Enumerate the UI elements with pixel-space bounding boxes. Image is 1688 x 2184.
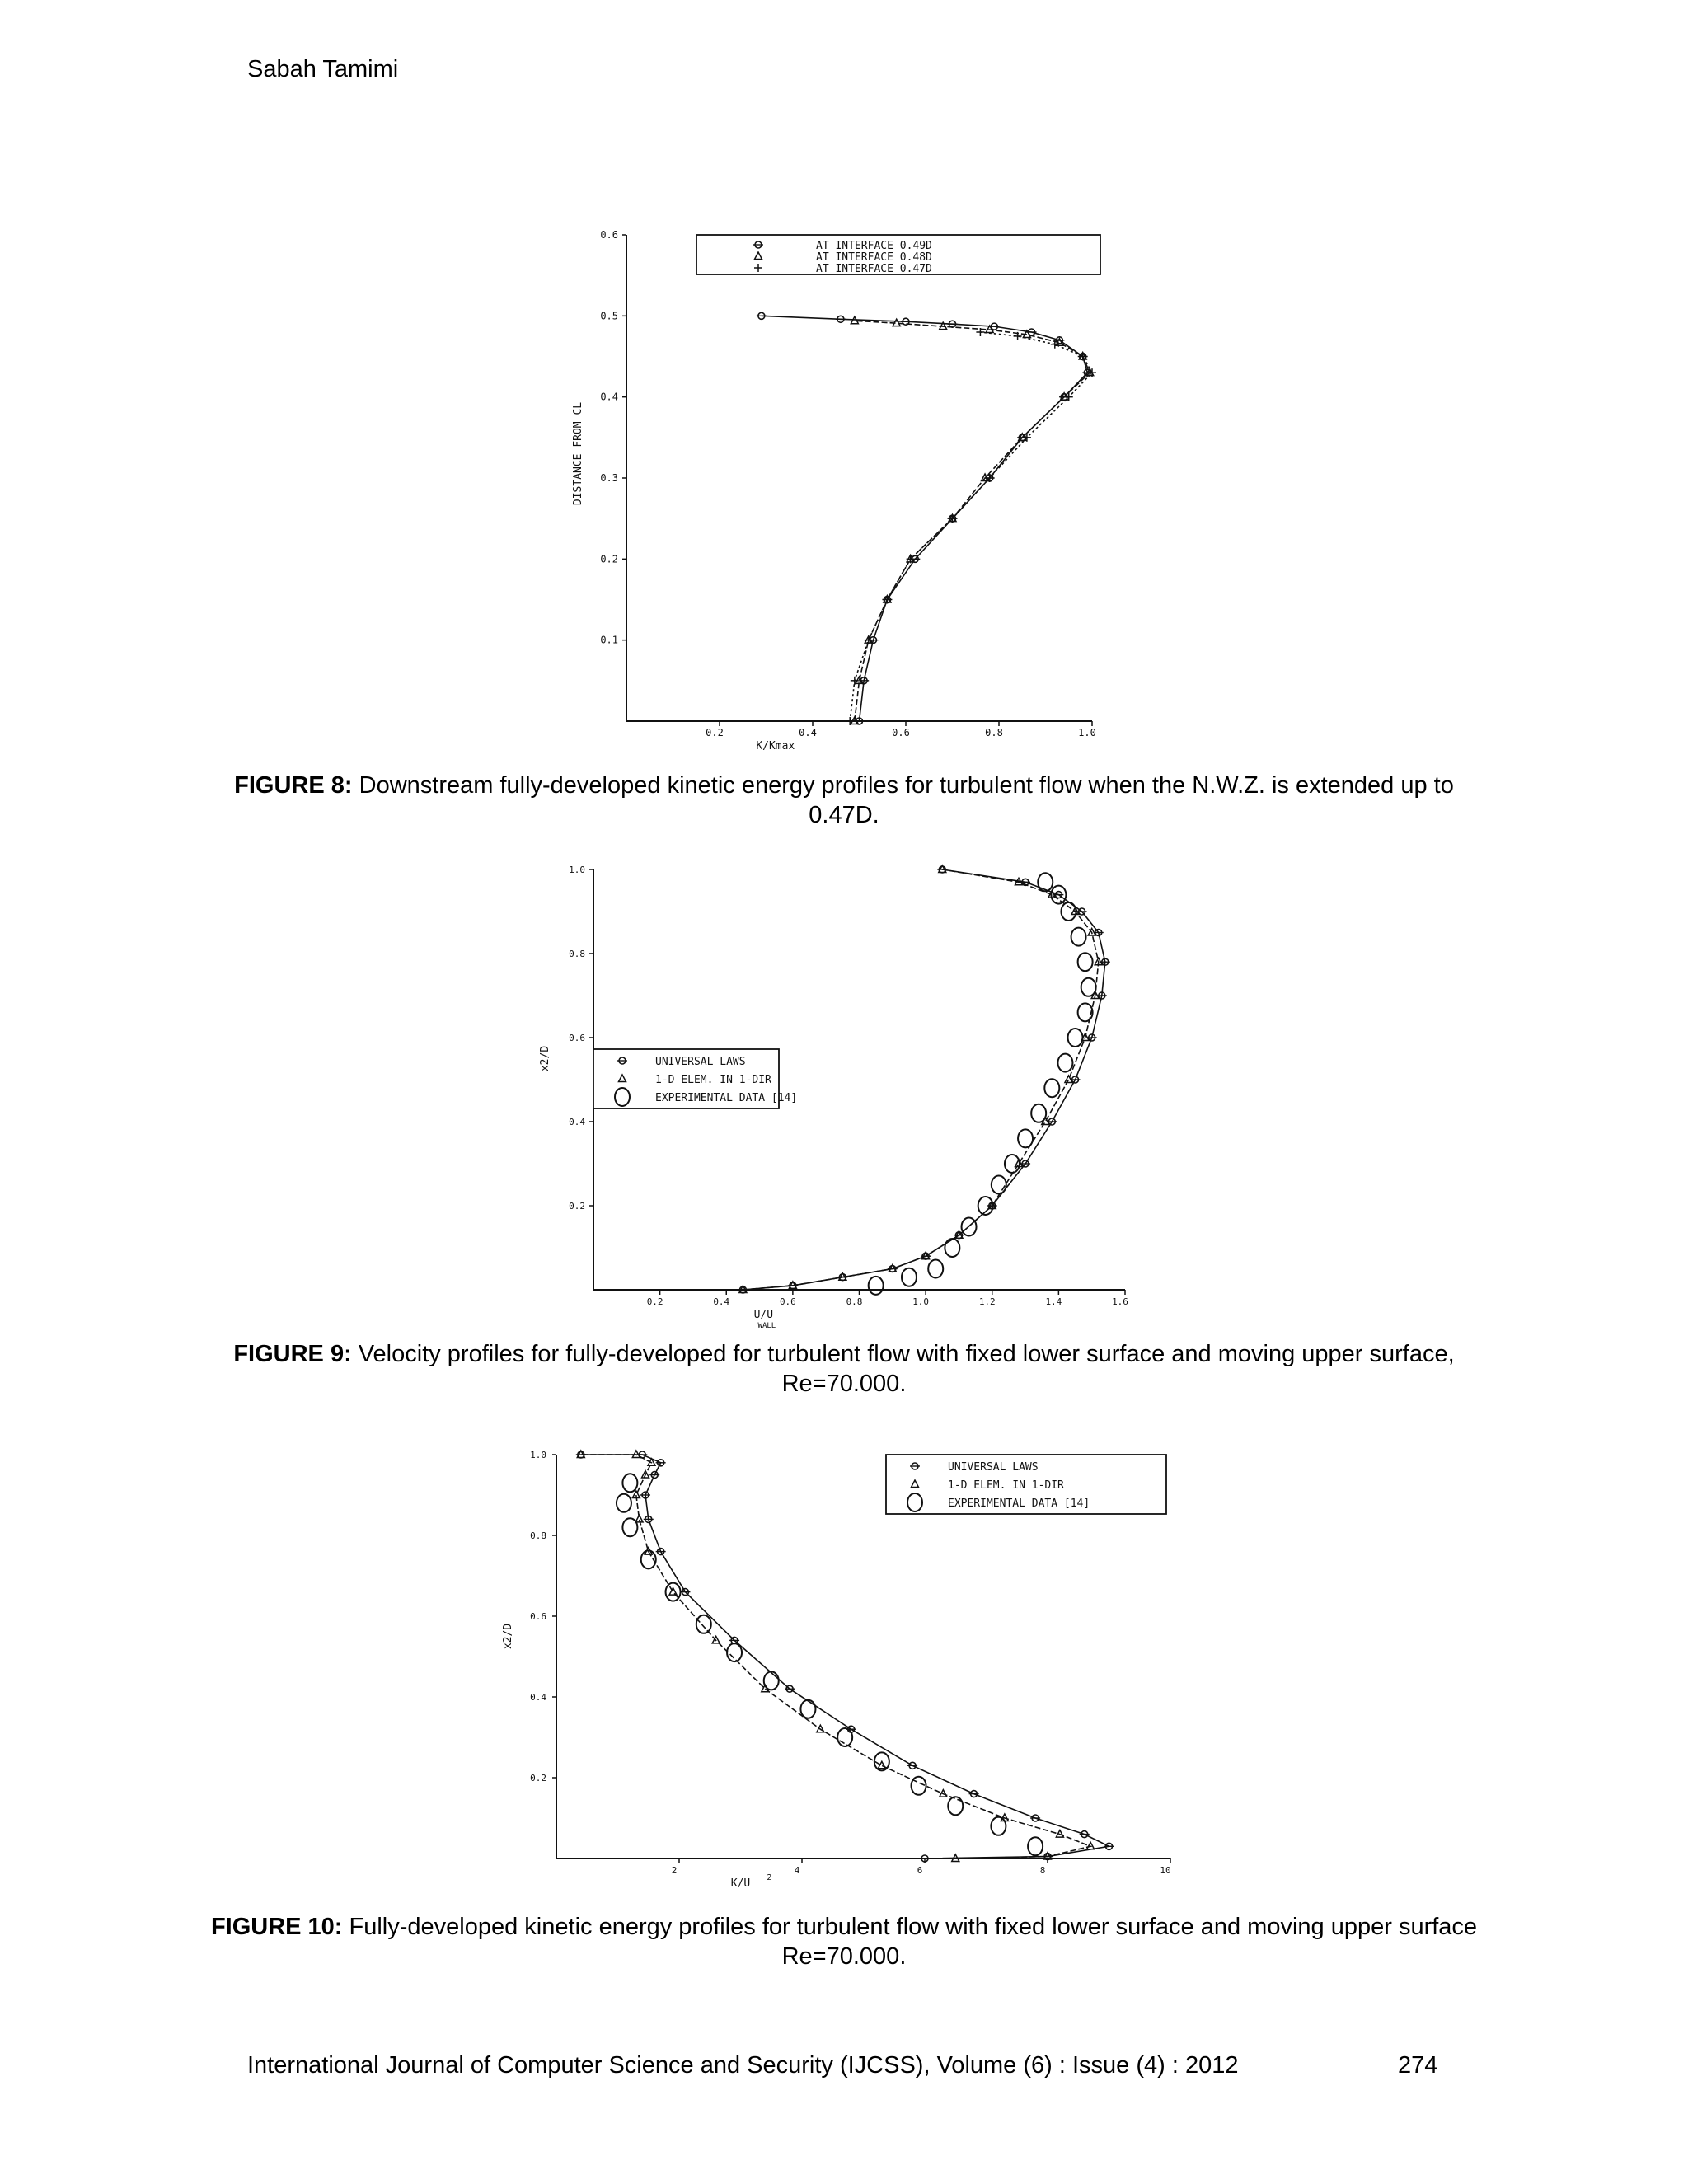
figure-10-caption-label: FIGURE 10: <box>210 1914 343 1940</box>
fig10-series-2-point <box>837 1728 852 1746</box>
fig8-legend-label: AT INTERFACE 0.47D <box>816 263 932 275</box>
fig8-y-axis-label: DISTANCE FROM CL <box>572 401 584 506</box>
fig9-legend-label: UNIVERSAL LAWS <box>655 1056 746 1068</box>
fig9-y-tick-label: 0.6 <box>569 1033 585 1043</box>
fig10-series-2-point <box>622 1518 637 1536</box>
fig9-y-tick-label: 0.8 <box>569 949 585 959</box>
fig8-series-1-line <box>855 321 1090 721</box>
fig9-series-2-point <box>992 1176 1006 1194</box>
fig10-y-tick-label: 0.4 <box>530 1692 546 1703</box>
fig9-series-2-point <box>1018 1129 1033 1147</box>
figure-8-caption-label: FIGURE 8: <box>234 772 353 799</box>
fig8-legend-label: AT INTERFACE 0.49D <box>816 240 932 252</box>
figure-9-chart <box>528 849 1137 1335</box>
fig9-series-2-point <box>1061 902 1076 921</box>
fig8-x-axis-label: K/Kmax <box>756 740 795 752</box>
fig9-series-2-point <box>1038 873 1053 891</box>
fig9-x-tick-label: 1.4 <box>1045 1296 1062 1307</box>
fig10-series-0-point <box>680 1589 690 1596</box>
fig8-y-tick-label: 0.5 <box>600 310 618 322</box>
fig9-series-2-point <box>1078 1003 1093 1021</box>
fig10-series-0-point <box>649 1472 659 1479</box>
fig9-series-1-line <box>743 869 1098 1290</box>
figure-8-caption-text: Downstream fully-developed kinetic energy profiles for turbulent flow when the N.W.Z. is extended up to 0.47D. <box>352 772 1454 828</box>
fig10-series-2-point <box>912 1777 926 1795</box>
fig10-series-0-point <box>656 1460 666 1466</box>
fig9-series-2-point <box>1071 928 1086 946</box>
fig10-series-2-point <box>727 1643 742 1661</box>
figure-8-caption <box>206 771 1482 830</box>
fig9-series-2-point <box>1031 1104 1046 1122</box>
fig10-series-2-point <box>948 1797 963 1815</box>
figure-10-caption <box>206 1912 1482 1971</box>
fig10-series-0-line <box>581 1455 1109 1858</box>
fig10-x-tick-label: 6 <box>917 1865 923 1876</box>
fig10-x-tick-label: 2 <box>671 1865 678 1876</box>
fig9-series-2-point <box>928 1260 943 1278</box>
fig9-series-2-point <box>1078 953 1093 971</box>
fig10-series-2-point <box>617 1494 631 1512</box>
fig10-x-tick-label: 8 <box>1039 1865 1046 1876</box>
fig8-y-tick-label: 0.1 <box>600 634 618 646</box>
fig8-x-tick-label: 0.2 <box>706 727 724 738</box>
fig9-x-axis-label-sub: WALL <box>757 1322 776 1330</box>
fig9-y-axis-label: x2/D <box>539 1045 551 1072</box>
fig9-series-2-point <box>1044 1079 1059 1097</box>
page-number: 274 <box>1398 2052 1438 2079</box>
fig9-x-tick-label: 0.6 <box>779 1296 796 1307</box>
fig10-series-2-point <box>800 1700 815 1718</box>
fig9-series-2-point <box>902 1268 917 1286</box>
fig9-series-2-point <box>1005 1155 1020 1173</box>
fig10-x-axis-label-sup: 2 <box>767 1873 772 1882</box>
fig10-series-0-point <box>656 1549 666 1555</box>
fig8-series-0-point <box>836 316 846 322</box>
fig8-series-0-point <box>757 312 767 319</box>
fig8-series-0-line <box>762 316 1088 721</box>
fig9-y-tick-label: 0.2 <box>569 1201 585 1212</box>
fig10-series-2-point <box>1028 1837 1043 1855</box>
fig9-x-axis-label: U/U <box>753 1309 774 1321</box>
fig10-legend-label: EXPERIMENTAL DATA [14] <box>948 1497 1090 1510</box>
fig9-legend-label: EXPERIMENTAL DATA [14] <box>655 1092 798 1104</box>
page-header-author: Sabah Tamimi <box>247 56 399 82</box>
fig8-x-tick-label: 1.0 <box>1078 727 1096 738</box>
fig10-y-tick-label: 1.0 <box>530 1450 546 1460</box>
fig8-x-tick-label: 0.6 <box>892 727 910 738</box>
fig10-series-2-point <box>622 1474 637 1492</box>
fig10-x-axis-label: K/U <box>730 1877 751 1890</box>
fig8-y-tick-label: 0.4 <box>600 391 618 403</box>
fig10-y-tick-label: 0.2 <box>530 1773 546 1783</box>
fig9-y-tick-label: 1.0 <box>569 865 585 875</box>
fig10-series-1-line <box>581 1455 1090 1858</box>
fig10-y-tick-label: 0.8 <box>530 1530 546 1541</box>
fig8-x-tick-label: 0.8 <box>985 727 1003 738</box>
fig9-series-2-point <box>945 1239 959 1257</box>
fig9-x-tick-label: 0.8 <box>846 1296 863 1307</box>
fig9-legend-label: 1-D ELEM. IN 1-DIR <box>655 1074 771 1086</box>
fig10-y-axis-label: x2/D <box>502 1623 514 1650</box>
fig10-legend-label: 1-D ELEM. IN 1-DIR <box>948 1479 1064 1492</box>
fig9-y-tick-label: 0.4 <box>569 1117 585 1127</box>
fig9-series-2-point <box>1057 1054 1072 1072</box>
fig8-x-tick-label: 0.4 <box>799 727 817 738</box>
fig9-x-tick-label: 0.4 <box>713 1296 730 1307</box>
page-footer-journal: International Journal of Computer Science and Security (IJCSS), Volume (6) : Issue (4) : 2012 <box>247 2052 1239 2079</box>
fig8-y-tick-label: 0.6 <box>600 229 618 241</box>
fig9-x-tick-label: 1.0 <box>912 1296 930 1307</box>
fig9-series-2-point <box>1081 978 1096 996</box>
fig9-x-tick-label: 0.2 <box>646 1296 663 1307</box>
fig10-series-2-point <box>991 1817 1006 1835</box>
fig10-series-0-point <box>1030 1815 1040 1821</box>
figure-8-chart <box>560 223 1121 750</box>
figure-9-caption <box>206 1339 1482 1399</box>
figure-9-caption-text: Velocity profiles for fully-developed for turbulent flow with fixed lower surface and moving upper surface, Re=70.000. <box>351 1341 1455 1397</box>
fig9-series-2-point <box>1068 1029 1083 1047</box>
fig10-series-2-point <box>696 1615 711 1633</box>
fig9-x-tick-label: 1.6 <box>1112 1296 1128 1307</box>
fig9-series-1-point <box>1065 1076 1072 1083</box>
fig8-y-tick-label: 0.3 <box>600 472 618 484</box>
fig10-series-2-point <box>666 1583 681 1601</box>
fig10-x-tick-label: 4 <box>794 1865 800 1876</box>
fig8-series-2-line <box>850 332 1092 721</box>
figure-10-chart <box>486 1438 1187 1908</box>
fig8-legend-label: AT INTERFACE 0.48D <box>816 251 932 264</box>
fig10-y-tick-label: 0.6 <box>530 1611 546 1622</box>
fig10-legend-label: UNIVERSAL LAWS <box>948 1461 1039 1474</box>
fig9-x-tick-label: 1.2 <box>978 1296 996 1307</box>
fig9-series-2-point <box>869 1277 884 1295</box>
fig10-x-tick-label: 10 <box>1160 1865 1171 1876</box>
figure-9-caption-label: FIGURE 9: <box>233 1341 352 1367</box>
fig10-series-2-point <box>764 1671 779 1690</box>
figure-10-caption-text: Fully-developed kinetic energy profiles for turbulent flow with fixed lower surface and moving upper surface Re=70.000. <box>342 1914 1478 1970</box>
fig8-y-tick-label: 0.2 <box>600 553 618 565</box>
fig10-series-1-point <box>878 1761 885 1769</box>
